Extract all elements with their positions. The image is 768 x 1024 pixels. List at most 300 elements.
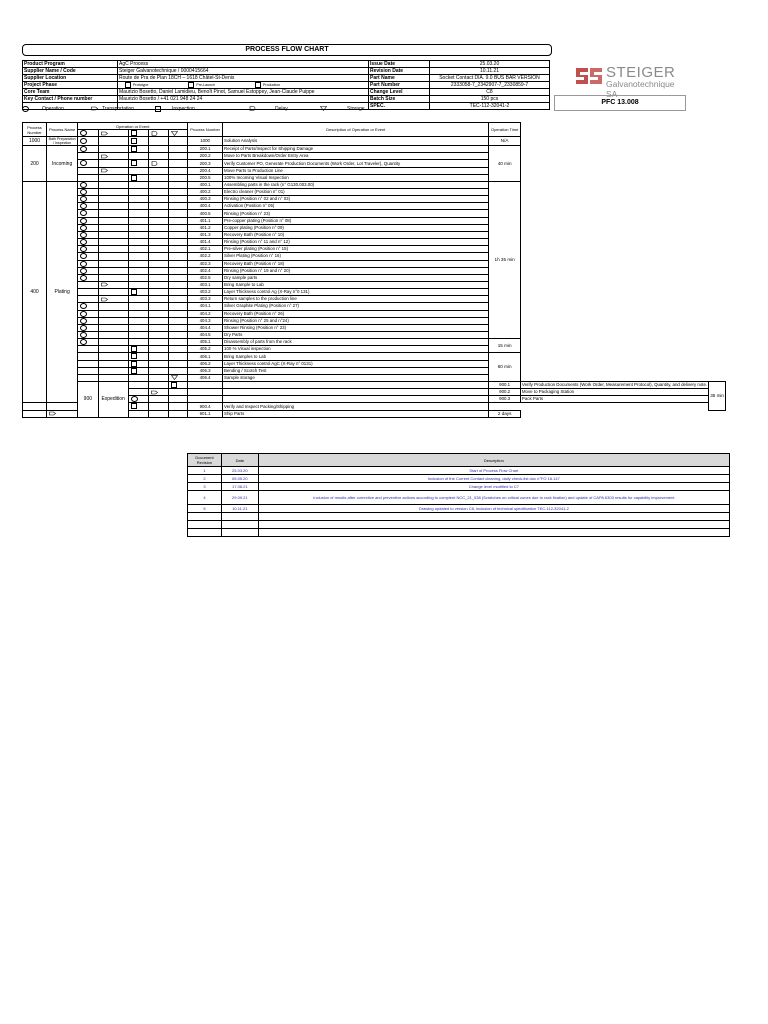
- process-number: 200: [23, 146, 47, 182]
- symbol-cell: [128, 324, 148, 331]
- revision-desc: Inclusion of the Current Contact cleaning, daily check-list doc n°FO 16.147: [258, 475, 729, 483]
- operation-circle-icon: [131, 396, 138, 402]
- symbol-cell: [98, 339, 128, 346]
- table-row: [23, 189, 726, 196]
- symbol-cell: [168, 196, 188, 203]
- revision-date: 25.03.20: [221, 467, 258, 475]
- symbol-cell: [78, 360, 98, 367]
- symbol-cell: [168, 396, 188, 403]
- table-row: [23, 310, 726, 317]
- header-label: Supplier Name / Code: [23, 68, 118, 75]
- symbol-cell: [78, 203, 98, 210]
- operation-time: 2 days: [489, 410, 521, 417]
- symbol-cell: [98, 146, 128, 153]
- transport-arrow-icon: [91, 106, 98, 111]
- symbol-cell: [168, 317, 188, 324]
- revision-row: [188, 467, 730, 475]
- symbol-cell: [128, 267, 148, 274]
- step-number: 400.4: [188, 203, 223, 210]
- inspection-square-icon: [131, 361, 137, 367]
- operation-circle-icon: [80, 311, 87, 317]
- step-number: 406.2: [188, 360, 223, 367]
- table-row: [23, 332, 726, 339]
- header-symbol-cell: [168, 130, 188, 137]
- delay-d-icon: [249, 106, 256, 111]
- header-row: [23, 68, 550, 75]
- step-description: Rinsing (Position n° 19 and n° 20): [223, 267, 489, 274]
- symbol-cell: [98, 324, 128, 331]
- step-number: 200.4: [188, 167, 223, 174]
- transport-arrow-icon: [151, 390, 158, 395]
- step-description: 100 % Visual inspection: [223, 346, 489, 353]
- header-row: [23, 61, 550, 68]
- symbol-cell: [98, 174, 128, 181]
- legend-delay-label: Delay: [275, 106, 288, 112]
- symbol-cell: [98, 167, 128, 174]
- table-row: [23, 374, 726, 381]
- symbol-cell: [78, 339, 98, 346]
- operation-circle-icon: [80, 339, 87, 345]
- symbol-cell: [148, 382, 168, 389]
- symbol-cell: [148, 339, 168, 346]
- transport-arrow-icon: [101, 282, 108, 287]
- symbol-cell: [78, 282, 98, 289]
- header-right-label: Part Number: [369, 82, 430, 89]
- symbol-cell: [78, 239, 98, 246]
- transport-arrow-icon: [101, 131, 108, 136]
- symbol-cell: [98, 160, 128, 167]
- symbol-cell: [98, 374, 128, 381]
- symbol-cell: [148, 282, 168, 289]
- header-value: Route de Pra de Plan 18CH – 1618 Châtel-St-Denis: [118, 75, 369, 82]
- table-row: [23, 303, 726, 310]
- legend-delay-icon: [249, 106, 256, 113]
- symbol-cell: [148, 203, 168, 210]
- legend: [22, 106, 552, 113]
- symbol-cell: [148, 317, 168, 324]
- step-number: 1000: [188, 137, 223, 146]
- symbol-cell: [128, 346, 148, 353]
- symbol-cell: [78, 310, 98, 317]
- header-right-value: Socket Contact DIA. 9.0 BUS BAR VERSION: [430, 75, 550, 82]
- step-description: Bending / Scotch Test: [223, 367, 489, 374]
- operation-circle-icon: [80, 303, 87, 309]
- revision-header-desc: Description: [258, 454, 729, 467]
- header-label: Core Team: [23, 89, 118, 96]
- step-description: Recovery Bath (Position n° 18): [223, 260, 489, 267]
- legend-storage-icon: [320, 106, 327, 113]
- symbol-cell: [168, 231, 188, 238]
- header-symbol-cell: [98, 130, 128, 137]
- storage-triangle-icon: [171, 375, 178, 380]
- step-description: Recovery Bath (Position n° 26): [223, 310, 489, 317]
- table-header-row: [23, 123, 726, 130]
- revision-desc: [258, 521, 729, 529]
- step-number: 403.1: [188, 282, 223, 289]
- phase-label: Pre-Launch: [196, 83, 215, 87]
- storage-triangle-icon: [171, 131, 178, 136]
- symbol-cell: [78, 160, 98, 167]
- symbol-cell: [128, 239, 148, 246]
- symbol-cell: [188, 396, 223, 403]
- symbol-cell: [148, 239, 168, 246]
- symbol-cell: [148, 353, 168, 360]
- symbol-cell: [78, 353, 98, 360]
- symbol-cell: [148, 260, 168, 267]
- operation-time: 15 min: [489, 339, 521, 353]
- delay-d-icon: [151, 131, 158, 136]
- phase-checkbox[interactable]: [255, 82, 261, 88]
- symbol-cell: [78, 189, 98, 196]
- step-description: Return samples to the production line: [223, 296, 489, 303]
- symbol-cell: [98, 210, 128, 217]
- revision-row: [188, 513, 730, 521]
- table-row: [23, 346, 726, 353]
- header-right-value: 10.11.21: [430, 68, 550, 75]
- table-row: [23, 210, 726, 217]
- step-description: Verify and Inspect Packing/Shipping: [223, 403, 489, 410]
- symbol-cell: [168, 310, 188, 317]
- symbol-cell: [98, 203, 128, 210]
- symbol-cell: [78, 167, 98, 174]
- symbol-cell: [78, 346, 98, 353]
- step-number: 404.2: [188, 310, 223, 317]
- step-description: Electro cleaner (Position n° 01): [223, 189, 489, 196]
- revision-table: [187, 453, 730, 537]
- symbol-cell: [148, 174, 168, 181]
- step-description: Verify Customer PO, Generate Production Documents (Work Order, Lot Traveler), Quantity: [223, 160, 489, 167]
- table-row: [23, 203, 726, 210]
- symbol-cell: [148, 196, 168, 203]
- symbol-cell: [168, 203, 188, 210]
- step-description: Bring Samples to Lab: [223, 353, 489, 360]
- inspection-square-icon: [131, 346, 137, 352]
- table-row: [23, 196, 726, 203]
- step-number: 404.4: [188, 324, 223, 331]
- phase-checkbox[interactable]: [188, 82, 194, 88]
- revision-date: [221, 521, 258, 529]
- symbol-cell: [78, 289, 98, 296]
- symbol-cell: [168, 181, 188, 188]
- revision-rev: 1: [188, 467, 222, 475]
- symbol-cell: [78, 153, 98, 160]
- revision-desc: Drawing updated to version C8, inclusion of technical specification TEC-112-32041-2: [258, 505, 729, 513]
- table-row: [23, 324, 726, 331]
- symbol-cell: [148, 153, 168, 160]
- symbol-cell: [168, 346, 188, 353]
- symbol-cell: [128, 217, 148, 224]
- symbol-cell: [98, 289, 128, 296]
- revision-header-rev: Document Revision: [188, 454, 222, 467]
- symbol-cell: [168, 167, 188, 174]
- table-row: [23, 410, 726, 417]
- symbol-cell: [98, 353, 128, 360]
- company-logo: [566, 64, 686, 99]
- symbol-cell: [148, 332, 168, 339]
- inspection-square-icon: [131, 175, 137, 181]
- table-row: [23, 224, 726, 231]
- symbol-cell: [128, 353, 148, 360]
- inspection-square-icon: [131, 368, 137, 374]
- symbol-cell: [98, 282, 128, 289]
- step-description: Ship Parts: [223, 410, 489, 417]
- table-row: [23, 360, 726, 367]
- symbol-cell: [168, 324, 188, 331]
- symbol-cell: [148, 253, 168, 260]
- operation-circle-icon: [80, 218, 87, 224]
- symbol-cell: [78, 146, 98, 153]
- step-number: 402.2: [188, 253, 223, 260]
- symbol-cell: [98, 296, 128, 303]
- symbol-cell: [148, 224, 168, 231]
- revision-row: [188, 475, 730, 483]
- symbol-cell: [128, 289, 148, 296]
- operation-circle-icon: [80, 332, 87, 338]
- symbol-cell: [128, 174, 148, 181]
- revision-rev: 2: [188, 475, 222, 483]
- inspection-square-icon: [131, 403, 137, 409]
- step-number: 200.2: [188, 153, 223, 160]
- revision-rev: 4: [188, 491, 222, 505]
- step-description: Silver Graphite Plating (Position n° 27): [223, 303, 489, 310]
- symbol-cell: [168, 289, 188, 296]
- header-operation-event: Operation or Event: [78, 123, 188, 130]
- symbol-cell: [148, 231, 168, 238]
- symbol-cell: [98, 253, 128, 260]
- step-description: Rinsing (Position n° 25 and n°24): [223, 317, 489, 324]
- symbol-cell: [168, 296, 188, 303]
- step-description: Pack Parts: [520, 396, 708, 403]
- symbol-cell: [128, 396, 148, 403]
- symbol-cell: [168, 160, 188, 167]
- step-description: Layer Thickness control AgC (X-Ray n° 0131): [223, 360, 489, 367]
- symbol-cell: [98, 137, 128, 146]
- step-number: 900.4: [188, 403, 223, 410]
- revision-row: [188, 521, 730, 529]
- header-process-number: Process Number: [23, 123, 47, 137]
- symbol-cell: [148, 246, 168, 253]
- step-number: 900.3: [489, 396, 521, 403]
- step-number: 402.4: [188, 267, 223, 274]
- transport-arrow-icon: [49, 411, 56, 416]
- step-description: Rinsing (Position n° 02 and n° 03): [223, 196, 489, 203]
- revision-rev: [188, 529, 222, 537]
- symbol-cell: [148, 324, 168, 331]
- symbol-cell: [168, 410, 188, 417]
- symbol-cell: [148, 181, 168, 188]
- step-number: 403.3: [188, 296, 223, 303]
- revision-date: [221, 529, 258, 537]
- symbol-cell: [168, 267, 188, 274]
- step-description: Bring Sample to Lab: [223, 282, 489, 289]
- pfc-label: PFC 13.008: [554, 95, 686, 111]
- symbol-cell: [128, 160, 148, 167]
- step-description: Verify Production Documents (Work Order, Measurement Protocol), Quantity, and delivery note.: [521, 382, 708, 388]
- step-number: 406.3: [188, 367, 223, 374]
- process-name: Expedition: [98, 382, 128, 418]
- symbol-cell: [98, 224, 128, 231]
- symbol-cell: [47, 410, 78, 417]
- revision-desc: [258, 513, 729, 521]
- header-label: Project Phase: [23, 82, 118, 89]
- step-description: Rinsing (Position n° 11 and n° 12): [223, 239, 489, 246]
- symbol-cell: [78, 303, 98, 310]
- phase-checkbox[interactable]: [125, 82, 131, 88]
- symbol-cell: [128, 332, 148, 339]
- step-number: 401.1: [188, 217, 223, 224]
- symbol-cell: [148, 267, 168, 274]
- table-row: [23, 146, 726, 153]
- symbol-cell: [128, 360, 148, 367]
- symbol-cell: [168, 303, 188, 310]
- table-row: [23, 382, 726, 389]
- symbol-cell: [78, 217, 98, 224]
- step-number: 402.5: [188, 274, 223, 281]
- operation-circle-icon: [80, 253, 87, 259]
- process-name: Incoming: [47, 146, 78, 182]
- symbol-cell: [128, 246, 148, 253]
- step-number: 402.3: [188, 260, 223, 267]
- project-phase-options: [118, 82, 369, 89]
- operation-circle-icon: [80, 246, 87, 252]
- header-symbol-cell: [78, 130, 98, 137]
- revision-desc: [258, 529, 729, 537]
- header-right-value: 2333058-7_2342907-7_2330859-7: [430, 82, 550, 89]
- table-row: [23, 153, 726, 160]
- symbol-cell: [98, 274, 128, 281]
- step-number: 200.5: [188, 174, 223, 181]
- symbol-cell: [168, 239, 188, 246]
- header-row: [23, 89, 550, 96]
- symbol-cell: [98, 196, 128, 203]
- symbol-cell: [78, 174, 98, 181]
- revision-row: [188, 529, 730, 537]
- phase-label: Production: [262, 83, 281, 87]
- step-description: Move to Parts Breakdown/Order Entry Area: [223, 153, 489, 160]
- symbol-cell: [98, 267, 128, 274]
- symbol-cell: [128, 389, 148, 396]
- symbol-cell: [98, 189, 128, 196]
- header-row: [23, 96, 550, 103]
- symbol-cell: [47, 403, 78, 410]
- process-name: Plating: [47, 181, 78, 403]
- symbol-cell: [168, 353, 188, 360]
- operation-circle-icon: [80, 318, 87, 324]
- symbol-cell: [148, 146, 168, 153]
- symbol-cell: [98, 317, 128, 324]
- symbol-cell: [168, 210, 188, 217]
- inspection-square-icon: [131, 160, 137, 166]
- step-description: Activation (Position n° 05): [223, 203, 489, 210]
- revision-rev: 5: [188, 505, 222, 513]
- symbol-cell: [78, 332, 98, 339]
- operation-circle-icon: [80, 261, 87, 267]
- header-table: [22, 60, 550, 110]
- symbol-cell: [128, 317, 148, 324]
- header-description: Description of Operation or Event: [223, 123, 489, 137]
- symbol-cell: [128, 310, 148, 317]
- symbol-cell: [148, 410, 168, 417]
- revision-rev: [188, 521, 222, 529]
- operation-circle-icon: [80, 182, 87, 188]
- step-description: Disassembly of parts from the rack: [223, 339, 489, 346]
- symbol-cell: [78, 367, 98, 374]
- header-right-label: Batch Size: [369, 96, 430, 103]
- symbol-cell: [78, 374, 98, 381]
- step-number: 900.2: [489, 389, 521, 396]
- header-row: [23, 75, 550, 82]
- symbol-cell: [168, 174, 188, 181]
- step-number: 200.3: [188, 160, 223, 167]
- revision-desc: Start of Process Flow Chart: [258, 467, 729, 475]
- symbol-cell: [78, 324, 98, 331]
- header-value: Maurizio Bosetto, Daniel Lamidieu, Benoît Pinot, Samuel Estoppey, Jean-Claude Puippe: [118, 89, 369, 96]
- symbol-cell: [168, 382, 188, 389]
- symbol-cell: [98, 153, 128, 160]
- step-description: Copper plating (Position n° 09): [223, 224, 489, 231]
- header-right-value: 150 pcs: [430, 96, 550, 103]
- process-name: Bath Preparation / Inspection: [47, 137, 78, 146]
- symbol-cell: [128, 203, 148, 210]
- step-number: 406.4: [188, 374, 223, 381]
- symbol-cell: [188, 382, 223, 389]
- operation-circle-icon: [80, 189, 87, 195]
- symbol-cell: [78, 210, 98, 217]
- symbol-cell: [148, 296, 168, 303]
- symbol-cell: [128, 339, 148, 346]
- symbol-cell: [98, 217, 128, 224]
- symbol-cell: [98, 360, 128, 367]
- header-operation-time: Operation Time: [489, 123, 521, 137]
- symbol-cell: [128, 382, 148, 389]
- symbol-cell: [168, 403, 188, 410]
- operation-circle-icon: [22, 106, 29, 112]
- header-right-label: Revision Date: [369, 68, 430, 75]
- table-row: [23, 267, 726, 274]
- symbol-cell: [128, 274, 148, 281]
- step-number: 406.1: [188, 353, 223, 360]
- revision-row: [188, 483, 730, 491]
- table-row: [23, 253, 726, 260]
- symbol-cell: [148, 217, 168, 224]
- header-value: Maurizio Bosetto / +41 021 948 24 24: [118, 96, 369, 103]
- symbol-cell: [128, 303, 148, 310]
- symbol-cell: [98, 332, 128, 339]
- symbol-cell: [98, 231, 128, 238]
- symbol-cell: [223, 389, 489, 396]
- step-description: Solution Analysis: [223, 137, 489, 146]
- step-number: 402.1: [188, 246, 223, 253]
- table-row: [23, 289, 726, 296]
- header-value: Steiger Galvanotechnique / 0000415664: [118, 68, 369, 75]
- inspection-square-icon: [131, 138, 137, 144]
- step-description: Move to Packaging Station: [520, 389, 708, 396]
- operation-time: 1h 35 min: [489, 181, 521, 338]
- symbol-cell: [148, 274, 168, 281]
- symbol-cell: [148, 310, 168, 317]
- revision-date: 10.11.21: [221, 505, 258, 513]
- revision-row: [188, 505, 730, 513]
- operation-circle-icon: [80, 232, 87, 238]
- header-right-label: Issue Date: [369, 61, 430, 68]
- header-process-number-2: Process Number: [188, 123, 223, 137]
- phase-label: Prototype: [133, 83, 149, 87]
- operation-circle-icon: [80, 196, 87, 202]
- table-row: [23, 160, 726, 167]
- step-description: Shower Rinsing (Position n° 23): [223, 324, 489, 331]
- delay-d-icon: [151, 161, 158, 166]
- transport-arrow-icon: [101, 168, 108, 173]
